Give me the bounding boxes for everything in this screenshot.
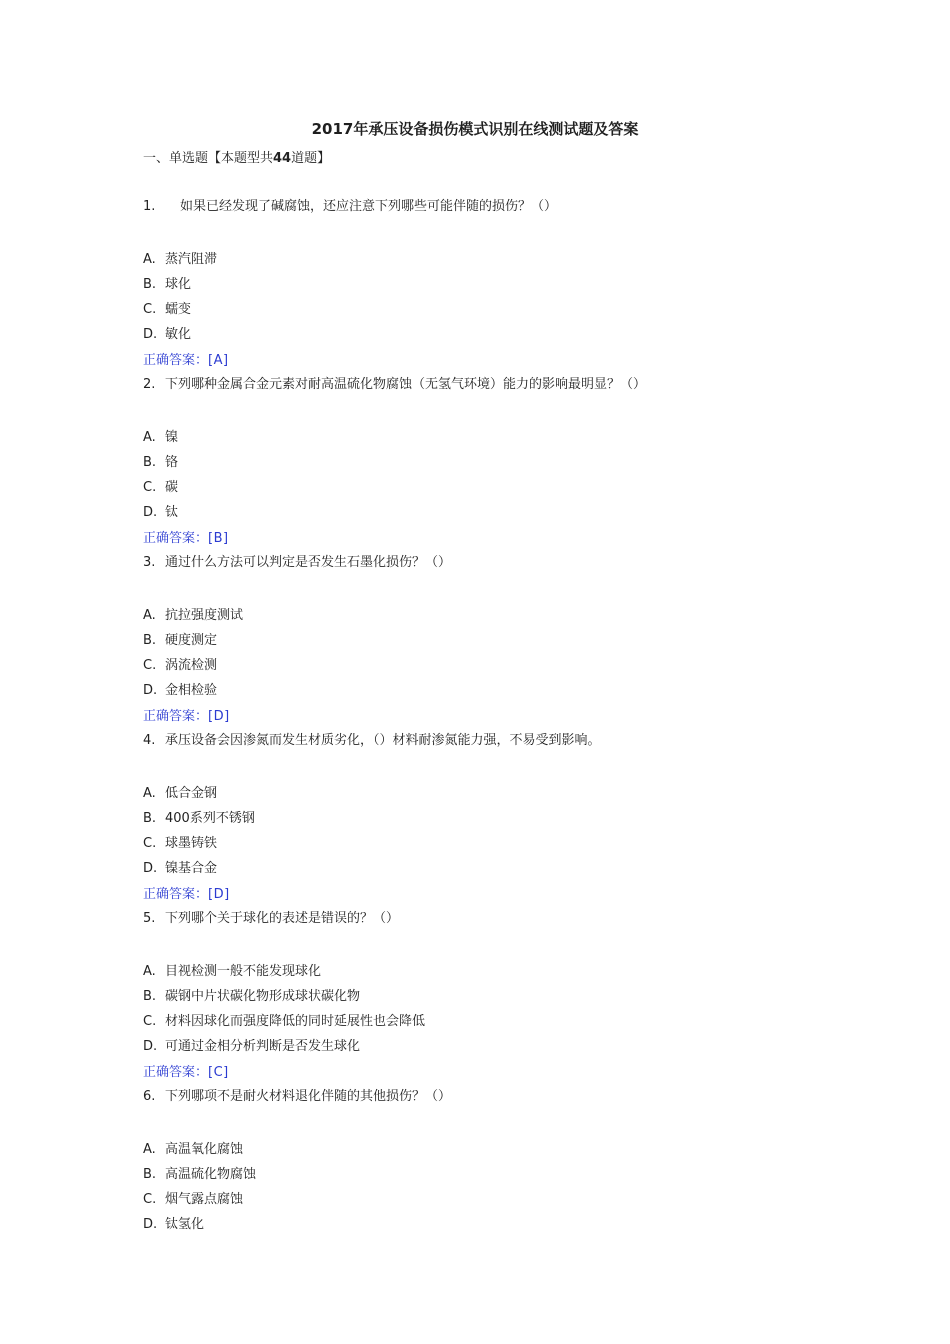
option-letter: B. <box>143 989 157 1004</box>
page-title: 2017年承压设备损伤模式识别在线测试题及答案 <box>311 120 639 138</box>
option-letter: B. <box>143 1167 157 1182</box>
section-heading <box>143 147 330 166</box>
option-letter: B. <box>143 811 157 826</box>
question-stem <box>143 374 843 396</box>
answer-value: [D] <box>208 709 230 724</box>
option-text: 钛氢化 <box>165 1217 205 1232</box>
correct-answer <box>143 1059 843 1086</box>
question-number: 3. <box>143 555 156 570</box>
option-text: 高温硫化物腐蚀 <box>165 1167 257 1182</box>
question-item <box>143 730 843 908</box>
option-item <box>143 984 843 1009</box>
option-letter: B. <box>143 277 157 292</box>
option-text: 铬 <box>165 455 179 470</box>
question-text: 通过什么方法可以判定是否发生石墨化损伤？（） <box>165 555 452 570</box>
option-item <box>143 831 843 856</box>
option-item <box>143 450 843 475</box>
answer-value: [B] <box>208 531 229 546</box>
option-letter: C. <box>143 836 157 851</box>
answer-label: 正确答案： <box>143 1065 209 1080</box>
option-item <box>143 500 843 525</box>
option-text: 低合金钢 <box>165 786 218 801</box>
option-item <box>143 297 843 322</box>
correct-answer <box>143 881 843 908</box>
answer-value: [C] <box>208 1065 229 1080</box>
option-text: 金相检验 <box>165 683 218 698</box>
question-number: 1. <box>143 199 156 214</box>
question-list <box>143 196 843 1237</box>
correct-answer <box>143 525 843 552</box>
option-text: 球化 <box>165 277 192 292</box>
option-letter: B. <box>143 455 157 470</box>
option-item <box>143 603 843 628</box>
option-text: 蒸汽阻滞 <box>165 252 218 267</box>
option-text: 碳钢中片状碳化物形成球状碳化物 <box>165 989 361 1004</box>
question-text: 如果已经发现了碱腐蚀，还应注意下列哪些可能伴随的损伤？（） <box>180 199 558 214</box>
option-letter: A. <box>143 786 156 801</box>
question-number: 5. <box>143 911 156 926</box>
question-stem <box>143 908 843 930</box>
option-item <box>143 247 843 272</box>
option-text: 400系列不锈钢 <box>165 811 255 826</box>
question-item <box>143 908 843 1086</box>
option-text: 钛 <box>165 505 179 520</box>
option-item <box>143 653 843 678</box>
question-stem <box>143 196 843 218</box>
option-letter: D. <box>143 1039 158 1054</box>
option-item <box>143 1187 843 1212</box>
option-text: 镍 <box>165 430 179 445</box>
option-item <box>143 1137 843 1162</box>
option-item <box>143 1212 843 1237</box>
option-item <box>143 781 843 806</box>
option-item <box>143 322 843 347</box>
option-text: 敏化 <box>165 327 192 342</box>
option-item <box>143 856 843 881</box>
option-letter: C. <box>143 1192 157 1207</box>
correct-answer <box>143 347 843 374</box>
option-item <box>143 475 843 500</box>
question-stem <box>143 552 843 574</box>
option-letter: C. <box>143 1014 157 1029</box>
answer-label: 正确答案： <box>143 887 209 902</box>
option-text: 高温氧化腐蚀 <box>165 1142 244 1157</box>
option-item <box>143 806 843 831</box>
question-number: 4. <box>143 733 156 748</box>
option-text: 蠕变 <box>165 302 192 317</box>
question-text: 下列哪个关于球化的表述是错误的？（） <box>165 911 400 926</box>
option-letter: D. <box>143 505 158 520</box>
option-letter: B. <box>143 633 157 648</box>
question-number: 2. <box>143 377 156 392</box>
option-text: 碳 <box>165 480 179 495</box>
question-item <box>143 1086 843 1237</box>
question-count: 44 <box>273 151 292 166</box>
question-item <box>143 196 843 374</box>
option-letter: C. <box>143 658 157 673</box>
option-letter: A. <box>143 1142 156 1157</box>
option-letter: D. <box>143 683 158 698</box>
option-letter: D. <box>143 1217 158 1232</box>
option-item <box>143 1162 843 1187</box>
option-letter: C. <box>143 480 157 495</box>
option-item <box>143 678 843 703</box>
option-text: 可通过金相分析判断是否发生球化 <box>165 1039 361 1054</box>
option-letter: C. <box>143 302 157 317</box>
option-item <box>143 1009 843 1034</box>
option-letter: A. <box>143 430 156 445</box>
option-text: 涡流检测 <box>165 658 218 673</box>
option-letter: A. <box>143 608 156 623</box>
answer-value: [D] <box>208 887 230 902</box>
option-item <box>143 959 843 984</box>
option-text: 抗拉强度测试 <box>165 608 244 623</box>
option-text: 球墨铸铁 <box>165 836 218 851</box>
option-letter: D. <box>143 327 158 342</box>
correct-answer <box>143 703 843 730</box>
answer-value: [A] <box>208 353 229 368</box>
option-letter: A. <box>143 252 156 267</box>
option-text: 目视检测一般不能发现球化 <box>165 964 322 979</box>
answer-label: 正确答案： <box>143 709 209 724</box>
section-suffix: 道题】 <box>291 151 331 166</box>
section-prefix: 一、单选题【本题型共 <box>143 151 274 166</box>
option-letter: D. <box>143 861 158 876</box>
answer-label: 正确答案： <box>143 353 209 368</box>
option-item <box>143 425 843 450</box>
question-number: 6. <box>143 1089 156 1104</box>
option-item <box>143 272 843 297</box>
option-item <box>143 628 843 653</box>
option-text: 材料因球化而强度降低的同时延展性也会降低 <box>165 1014 426 1029</box>
question-text: 下列哪项不是耐火材料退化伴随的其他损伤？（） <box>165 1089 452 1104</box>
question-text: 承压设备会因渗氮而发生材质劣化，（）材料耐渗氮能力强，不易受到影响。 <box>165 733 601 748</box>
question-stem <box>143 730 843 752</box>
question-item <box>143 552 843 730</box>
option-letter: A. <box>143 964 156 979</box>
answer-label: 正确答案： <box>143 531 209 546</box>
question-stem <box>143 1086 843 1108</box>
option-text: 镍基合金 <box>165 861 218 876</box>
question-item <box>143 374 843 552</box>
option-text: 硬度测定 <box>165 633 218 648</box>
question-text: 下列哪种金属合金元素对耐高温硫化物腐蚀（无氢气环境）能力的影响最明显？（） <box>165 377 647 392</box>
option-item <box>143 1034 843 1059</box>
option-text: 烟气露点腐蚀 <box>165 1192 244 1207</box>
